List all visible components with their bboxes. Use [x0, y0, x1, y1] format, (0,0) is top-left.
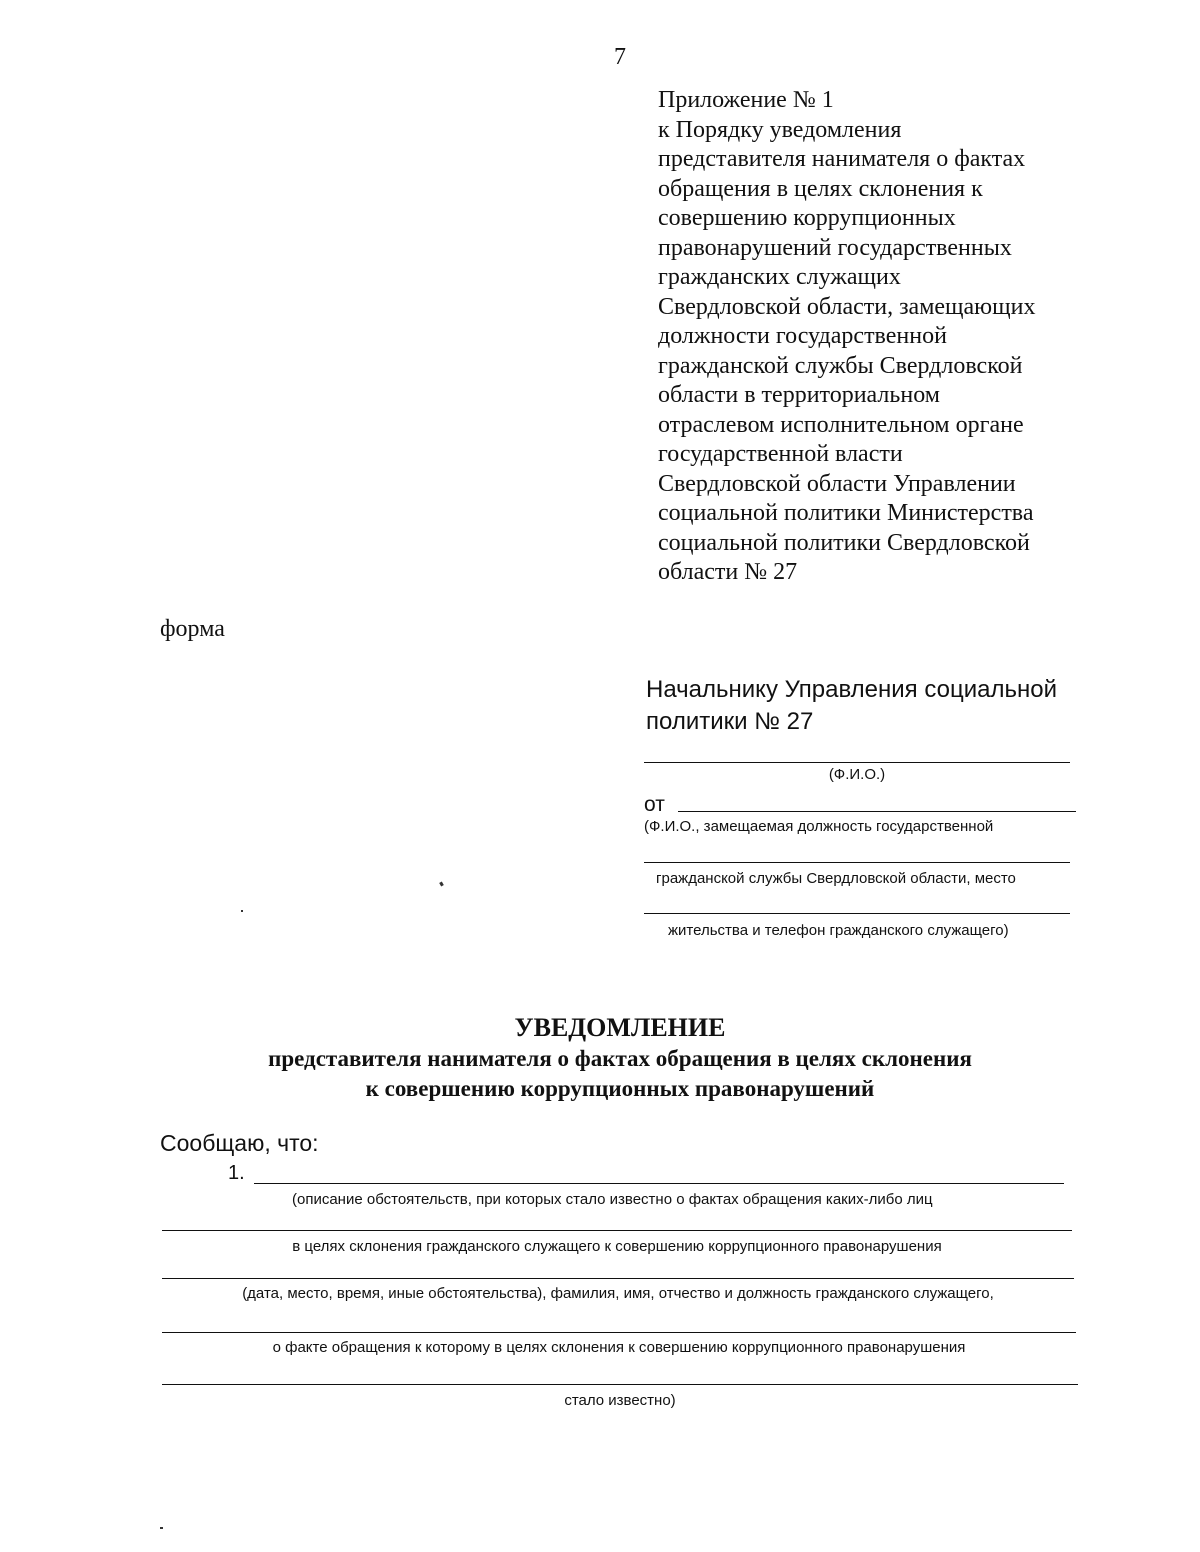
item-blank-5[interactable]: [162, 1384, 1078, 1385]
scan-speck: [439, 882, 444, 887]
appendix-line: должности государственной: [658, 323, 947, 349]
page-number: 7: [614, 44, 626, 70]
appendix-line: государственной власти: [658, 441, 903, 467]
from-caption-3: жительства и телефон гражданского служащего): [668, 922, 1009, 939]
addressee-line: политики № 27: [646, 708, 814, 735]
appendix-line: Свердловской области, замещающих: [658, 293, 1036, 320]
appendix-line: гражданских служащих: [658, 264, 901, 290]
appendix-line: социальной политики Свердловской: [658, 529, 1030, 556]
addressee-block: [646, 674, 1076, 738]
appendix-line: области в территориальном: [658, 382, 940, 408]
appendix-line: представителя нанимателя о фактах: [658, 146, 1026, 172]
appendix-line: Свердловской области Управлении: [658, 470, 1016, 497]
appendix-line: гражданской службы Свердловской: [658, 352, 1023, 379]
item-caption-4: о факте обращения к которому в целях склонения к совершению коррупционного правонарушения: [272, 1339, 966, 1356]
item-blank-2[interactable]: [162, 1230, 1072, 1231]
from-residence-blank[interactable]: [644, 913, 1070, 914]
notification-subtitle-2: к совершению коррупционных правонарушений: [365, 1076, 875, 1101]
from-caption-1: (Ф.И.О., замещаемая должность государственной: [644, 818, 994, 835]
item-blank-3[interactable]: [162, 1278, 1074, 1279]
appendix-line: обращения в целях склонения к: [658, 175, 983, 202]
item-caption-3: (дата, место, время, иные обстоятельства), фамилия, имя, отчество и должность гражданского служащего,: [242, 1285, 994, 1302]
appendix-line: Приложение № 1: [658, 87, 834, 113]
item-blank-4[interactable]: [162, 1332, 1076, 1333]
item-number: 1.: [228, 1162, 245, 1184]
from-fio-blank[interactable]: [678, 811, 1076, 812]
from-caption-2: гражданской службы Свердловской области, место: [656, 870, 1016, 887]
scan-speck: [241, 910, 243, 912]
from-label: от: [644, 793, 665, 816]
notification-title: УВЕДОМЛЕНИЕ: [514, 1013, 726, 1042]
item-caption-1: (описание обстоятельств, при которых стало известно о фактах обращения каких-либо лиц: [292, 1191, 933, 1208]
notification-heading: [160, 1012, 1080, 1104]
appendix-line: правонарушений государственных: [658, 234, 1012, 261]
notification-subtitle-1: представителя нанимателя о фактах обращения в целях склонения: [268, 1046, 972, 1071]
appendix-line: совершению коррупционных: [658, 205, 956, 231]
form-label: форма: [160, 616, 225, 642]
scan-speck: [160, 1527, 163, 1529]
intro-text: Сообщаю, что:: [160, 1130, 319, 1156]
appendix-line: области № 27: [658, 559, 798, 585]
appendix-line: отраслевом исполнительном органе: [658, 411, 1024, 438]
fio-caption: (Ф.И.О.): [828, 766, 886, 783]
item-caption-2: в целях склонения гражданского служащего к совершению коррупционного правонарушения: [292, 1238, 942, 1255]
item-caption-5: стало известно): [564, 1392, 676, 1409]
addressee-line: Начальнику Управления социальной: [646, 676, 1057, 703]
appendix-line: социальной политики Министерства: [658, 500, 1034, 526]
item-blank-1[interactable]: [254, 1183, 1064, 1184]
from-position-blank[interactable]: [644, 862, 1070, 863]
appendix-block: [658, 86, 1098, 588]
addressee-fio-blank[interactable]: [644, 762, 1070, 763]
appendix-line: к Порядку уведомления: [658, 116, 902, 143]
